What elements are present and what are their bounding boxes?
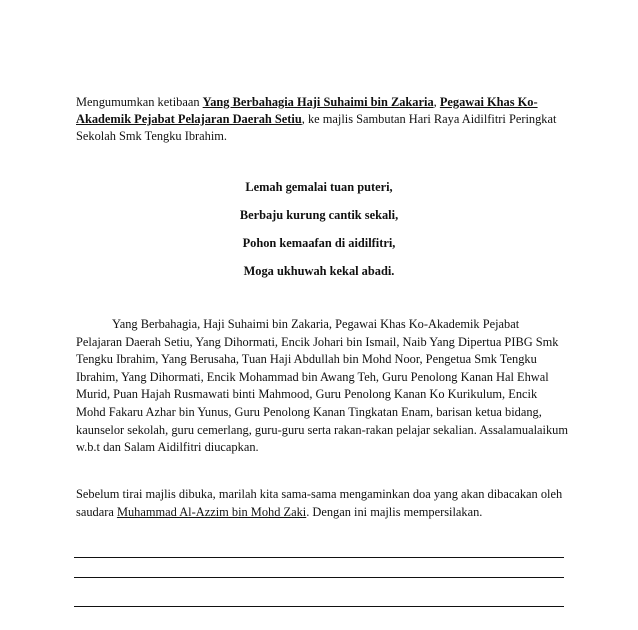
greetings-paragraph [76,316,568,457]
greetings-text: Yang Berbahagia, Haji Suhaimi bin Zakaria, Pegawai Khas Ko-Akademik Pejabat Pelajaran Daerah Setiu, Yang Dihormati, Encik Johari bin Ismail, Naib Yang Dipertua PIBG Smk Tengku Ibrahim, Yang Berusaha, Tuan Haji Abdullah bin Mohd Noor, Pengetua Smk Tengku Ibrahim, Yang Dihormati, Encik Mohammad bin Awang Teh, Guru Penolong Kanan Hal Ehwal Murid, Puan Hajah Rusmawati binti Mahmood, Guru Penolong Kanan Ko Kurikulum, Encik Mohd Fakaru Azhar bin Yunus, Guru Penolong Kanan Tingkatan Enam, barisan ketua bidang, kaunselor sekolah, guru cemerlang, guru-guru serta rakan-rakan pelajar sekalian. Assalamualaikum w.b.t dan Salam Aidilfitri diucapkan. [76,317,568,455]
blank-line [74,606,564,607]
prayer-reader-name: Muhammad Al-Azzim bin Mohd Zaki [116,504,307,519]
guest-name: Yang Berbahagia Haji Suhaimi bin Zakaria [202,95,434,109]
closing-paragraph [76,486,568,521]
pantun-line: Lemah gemalai tuan puteri, [245,180,393,194]
announcement-paragraph [76,94,568,145]
announcement-suffix: , ke majlis Sambutan Hari Raya Aidilfitri Peringkat Sekolah Smk Tengku Ibrahim. [76,112,557,143]
announcement-prefix: Mengumumkan ketibaan [76,95,203,109]
pantun-line: Moga ukhuwah kekal abadi. [243,264,395,278]
blank-line [74,557,564,558]
blank-line [74,577,564,578]
closing-prefix: Sebelum tirai majlis dibuka, marilah kita sama-sama mengaminkan doa yang akan dibacakan oleh saudara [76,487,563,519]
pantun-line: Berbaju kurung cantik sekali, [239,208,399,222]
announcement-comma: , [433,95,440,109]
closing-suffix: . Dengan ini majlis mempersilakan. [306,504,483,519]
pantun-line: Pohon kemaafan di aidilfitri, [242,236,396,250]
guest-title: Pegawai Khas Ko-Akademik Pejabat Pelajaran Daerah Setiu [76,95,538,126]
